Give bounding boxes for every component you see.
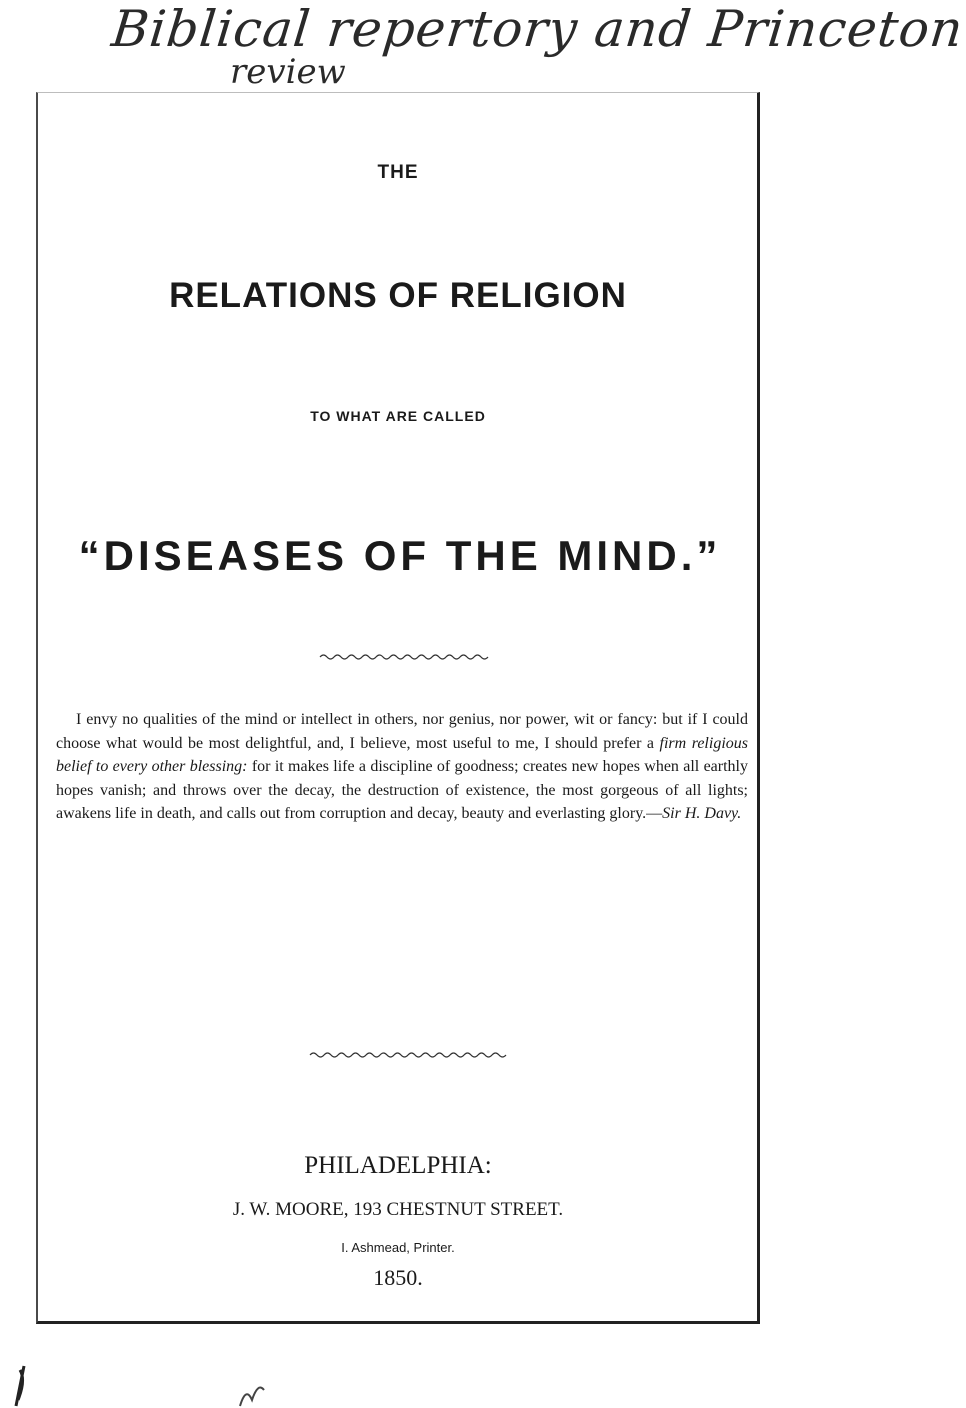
epigraph-text-before: I envy no qualities of the mind or intellect in others, nor genius, nor power, wit or fancy: but if I could choose what would be most delightful, and, I believe, most useful to me, I should prefer a [56, 711, 748, 752]
title-main: RELATIONS OF RELIGION [169, 276, 627, 315]
imprint-year: 1850. [373, 1265, 423, 1290]
handwritten-bottom-marks-icon [0, 1360, 800, 1408]
title-connector: TO WHAT ARE CALLED [310, 408, 486, 424]
epigraph-emphasis: firm religious belief to every other blessing: [56, 734, 748, 775]
handwritten-title-line: Biblical repertory and Princeton [108, 0, 966, 58]
handwritten-review-line: review [230, 52, 346, 92]
title-article: THE [377, 162, 419, 183]
epigraph-attribution: Sir H. Davy. [662, 805, 742, 822]
epigraph-text-after: for it makes life a discipline of goodness; creates new hopes when all earthly hopes vanish; and throws over the decay, the destruction of existence, the most gorgeous of all lights; awakens life in death, and calls out from corruption and decay, beauty and everlasting glory.— [56, 758, 748, 822]
epigraph-quote [56, 708, 748, 826]
imprint-city: PHILADELPHIA: [304, 1152, 492, 1179]
imprint-printer: I. Ashmead, Printer. [341, 1240, 455, 1255]
wavy-rule-divider-icon [310, 1050, 510, 1060]
imprint-publisher: J. W. MOORE, 193 CHESTNUT STREET. [232, 1199, 564, 1220]
title-subject: “DISEASES OF THE MIND.” [78, 532, 722, 579]
wavy-rule-divider-icon [320, 652, 490, 662]
